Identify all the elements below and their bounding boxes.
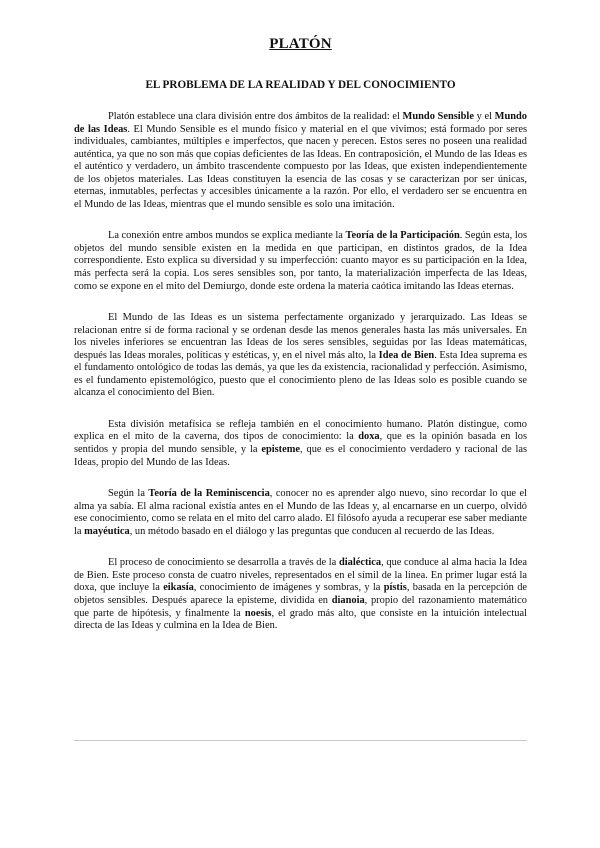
bold-term: Mundo Sensible <box>402 111 474 122</box>
paragraph <box>74 312 527 400</box>
bold-term: episteme <box>261 444 301 456</box>
bold-term: Idea de Bien <box>378 349 435 361</box>
text-run: Platón establece una clara división entre dos ámbitos de la realidad: el <box>108 111 403 122</box>
bold-term: pístis <box>383 582 407 594</box>
document-subtitle: EL PROBLEMA DE LA REALIDAD Y DEL CONOCIMIENTO <box>145 79 456 91</box>
bold-term: Teoría de la Participación <box>345 230 460 242</box>
text-run: , conocer no es aprender algo nuevo, sino recordar lo que el alma ya sabía. El alma racional existía antes en el Mundo de las Ideas y, al encarnarse en un cuerpo, olvidó ese conocimiento, como se relata en el mito del carro alado. El filósofo ayuda a recuperar ese saber mediante la <box>74 488 527 537</box>
bold-term: eikasía <box>163 582 194 594</box>
text-run: , propio del razonamiento matemático que parte de hipótesis, y finalmente la <box>74 594 527 619</box>
text-run: , conocimiento de imágenes y sombras, y la <box>193 582 384 594</box>
paragraph <box>74 111 527 211</box>
text-run: , un método basado en el diálogo y las preguntas que conducen al recuerdo de las Ideas. <box>129 525 495 537</box>
text-run: . Esta Idea suprema es el fundamento ontológico de todas las demás, ya que les da existencia, racionalidad y perfección. Asimismo, es el fundamento epistemológico, puesto que el conocimiento pleno de las Ideas solo es posible cuando se alcanza el conocimiento del Bien. <box>74 349 527 399</box>
text-run: , el grado más alto, que consiste en la intuición intelectual directa de las Ideas y culmina en la Idea de Bien. <box>74 607 527 632</box>
text-run: , que es el conocimiento verdadero y racional de las Ideas, propio del Mundo de las Ideas. <box>74 444 528 468</box>
text-run: . Según esta, los objetos del mundo sensible existen en la medida en que participan, en distintos grados, de la Idea correspondiente. Esto explica su diversidad y su imperfección: cuanto mayor es su participación en la Idea, más perfecta será la copia. Los seres sensibles son, por tanto, la materialización imperfecta de las Ideas, como se expone en el mito del Demiurgo, donde este ordena la materia caótica imitando las Ideas eternas. <box>74 230 527 292</box>
paragraph <box>74 488 527 538</box>
bold-term: doxa <box>358 431 380 443</box>
text-run: y el <box>473 111 495 122</box>
bold-term: noesis <box>244 607 272 619</box>
text-run: , que conduce al alma hacia la Idea de Bien. Este proceso consta de cuatro niveles, representados en el símil de la línea. En primer lugar está la doxa, que incluye la <box>74 557 528 594</box>
bold-term: dianoia <box>331 594 365 606</box>
text-run: , que es la opinión basada en los sentidos y propia del mundo sensible, y la <box>74 431 527 456</box>
text-run: El proceso de conocimiento se desarrolla a través de la <box>108 557 339 569</box>
document-title: PLATÓN <box>269 36 332 52</box>
bold-term: dialéctica <box>338 557 382 569</box>
footer-divider <box>74 740 527 741</box>
bold-term: Teoría de la Reminiscencia <box>148 488 270 500</box>
paragraph <box>74 557 527 632</box>
bold-term: Mundo de las Ideas <box>74 111 527 135</box>
text-run: . El Mundo Sensible es el mundo físico y material en el que vivimos; está formado por seres individuales, cambiantes, múltiples e imperfectos, que nacen y perecen. Estos seres no poseen una realidad auténtica, ya que no son más que copias deficientes de las Ideas. En contraposición, el Mundo de las Ideas es el auténtico y verdadero, un ámbito trascendente compuesto por las Ideas, que existen independientemente de los objetos materiales. Las Ideas constituyen la esencia de las cosas y se caracterizan por ser únicas, eternas, inmutables, perfectas y accesibles únicamente a la razón. Por ello, el verdadero ser se encuentra en el Mundo de las Ideas, mientras que el mundo sensible es solo una imitación. <box>74 123 528 210</box>
bold-term: mayéutica <box>84 525 130 537</box>
paragraph <box>74 230 527 293</box>
text-run: , basada en la percepción de objetos sensibles. Después aparece la episteme, dividida en <box>74 582 528 606</box>
text-run: La conexión entre ambos mundos se explica mediante la <box>108 230 346 242</box>
text-run: El Mundo de las Ideas es un sistema perfectamente organizado y jerarquizado. Las Ideas se relacionan entre sí de forma racional y se ordenan desde las menos generales hasta las más universales. En los niveles inferiores se encuentran las Ideas de los seres sensibles, seguidas por las Ideas matemáticas, después las Ideas morales, políticas y estéticas, y, en el nivel más alto, la <box>74 312 527 361</box>
text-run: Esta división metafísica se refleja también en el conocimiento humano. Platón distingue, como explica en el mito de la caverna, dos tipos de conocimiento: la <box>74 418 527 443</box>
text-run: Según la <box>108 488 149 500</box>
paragraph <box>74 419 527 469</box>
